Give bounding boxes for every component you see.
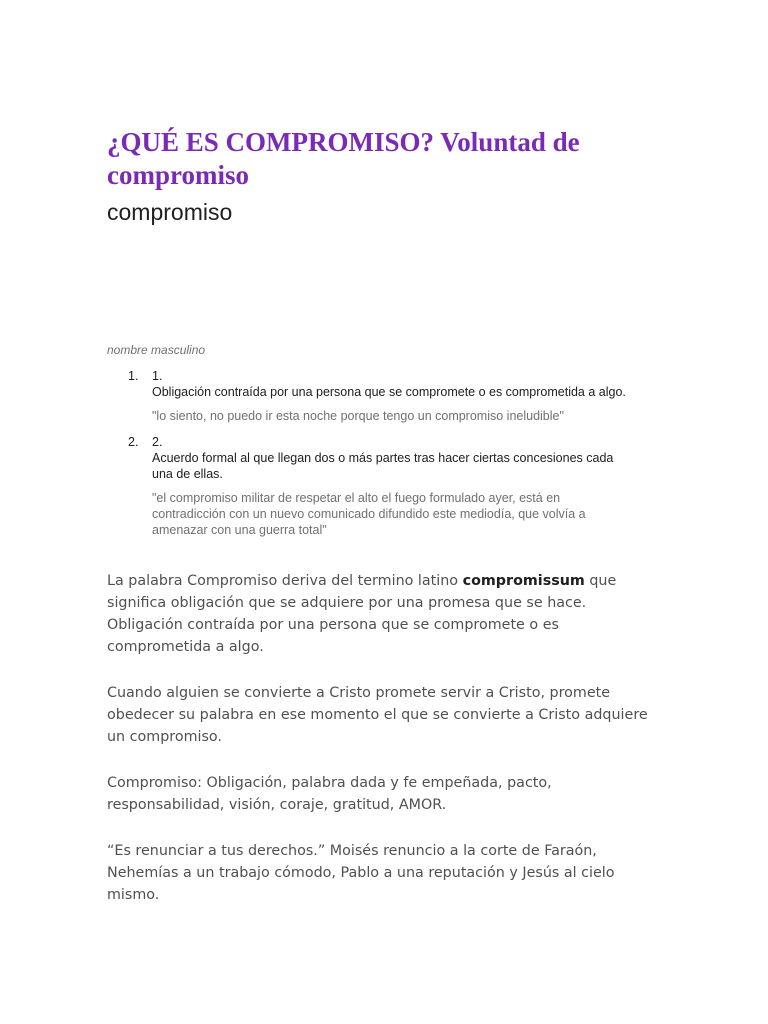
part-of-speech: nombre masculino xyxy=(107,343,206,357)
sense-definition: Acuerdo formal al que llegan dos o más partes tras hacer ciertas concesiones cada una de ellas. xyxy=(152,451,614,481)
paragraph-text: que significa obligación que se adquiere por una promesa que se hace. xyxy=(107,573,617,611)
page-title: ¿QUÉ ES COMPROMISO? Voluntad de compromiso xyxy=(107,127,580,190)
paragraph-text: La palabra Compromiso deriva del termino latino xyxy=(107,573,463,589)
latin-term: compromissum xyxy=(462,573,585,589)
article-body xyxy=(107,570,667,930)
definition-item xyxy=(107,368,627,424)
definition-list xyxy=(107,368,627,538)
definition-item xyxy=(107,434,627,538)
paragraph-synonyms: Compromiso: Obligación, palabra dada y fe empeñada, pacto, responsabilidad, visión, coraje, gratitud, AMOR. xyxy=(107,775,552,813)
sense-definition: Obligación contraída por una persona que se compromete o es comprometida a algo. xyxy=(152,385,626,399)
sense-number: 1. xyxy=(152,369,163,383)
paragraph-conversion: Cuando alguien se convierte a Cristo promete servir a Cristo, promete obedecer su palabra en ese momento el que se convierte a Cristo adquiere un compromiso. xyxy=(107,685,648,745)
paragraph-quote: “Es renunciar a tus derechos.” Moisés renuncio a la corte de Faraón, Nehemías a un trabajo cómodo, Pablo a una reputación y Jesús al cielo mismo. xyxy=(107,843,615,903)
dictionary-headword: compromiso xyxy=(107,199,233,225)
paragraph-text: Obligación contraída por una persona que se compromete o es comprometida a algo. xyxy=(107,617,559,655)
sense-example: "el compromiso militar de respetar el alto el fuego formulado ayer, está en contradicción con un nuevo comunicado difundido este mediodía, que volvía a amenazar con una guerra total" xyxy=(152,491,586,537)
list-marker: 2. xyxy=(128,435,139,449)
sense-example: "lo siento, no puedo ir esta noche porque tengo un compromiso ineludible" xyxy=(152,409,564,423)
sense-number: 2. xyxy=(152,435,163,449)
paragraph-etymology xyxy=(107,570,667,658)
list-marker: 1. xyxy=(128,369,139,383)
